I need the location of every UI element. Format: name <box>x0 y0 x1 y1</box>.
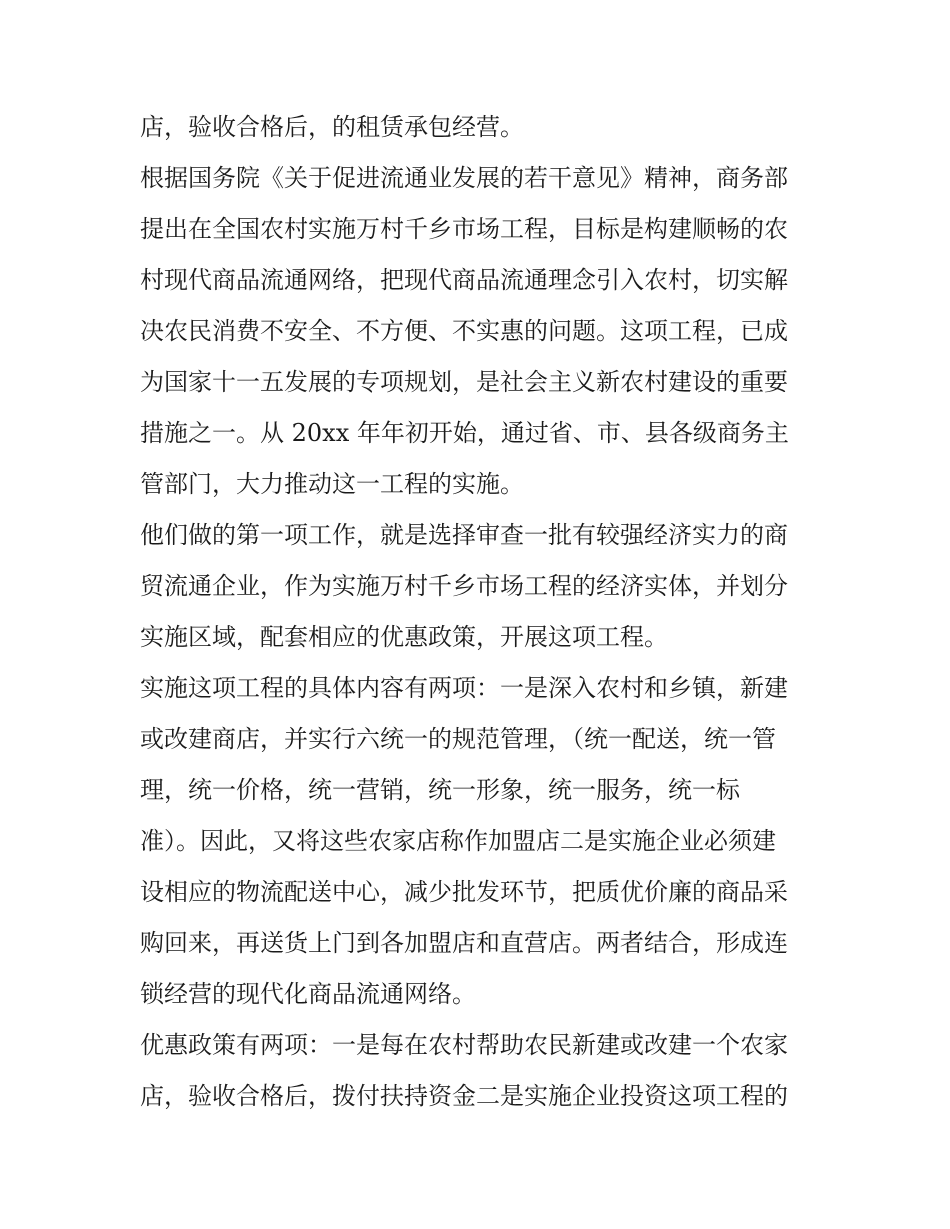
text-line: 他们做的第一项工作，就是选择审查一批有较强经济实力的商 <box>140 521 788 549</box>
text-line: 村现代商品流通网络，把现代商品流通理念引入农村，切实解 <box>140 266 788 294</box>
text-line: 决农民消费不安全、不方便、不实惠的问题。这项工程，已成 <box>140 317 788 345</box>
text-line: 措施之一。从 20xx 年年初开始，通过省、市、县各级商务主 <box>140 419 789 447</box>
text-line: 提出在全国农村实施万村千乡市场工程，目标是构建顺畅的农 <box>140 215 788 243</box>
text-line: 根据国务院《关于促进流通业发展的若干意见》精神，商务部 <box>140 164 788 192</box>
text-line: 为国家十一五发展的专项规划，是社会主义新农村建设的重要 <box>140 368 788 396</box>
text-line: 理，统一价格，统一营销，统一形象，统一服务，统一标 <box>140 776 740 804</box>
text-line: 管部门，大力推动这一工程的实施。 <box>140 470 524 498</box>
text-line: 实施区域，配套相应的优惠政策，开展这项工程。 <box>140 623 668 651</box>
text-line: 锁经营的现代化商品流通网络。 <box>140 980 476 1008</box>
text-line: 设相应的物流配送中心，减少批发环节，把质优价廉的商品采 <box>140 878 788 906</box>
document-body <box>140 102 820 1122</box>
text-line: 购回来，再送货上门到各加盟店和直营店。两者结合，形成连 <box>140 929 788 957</box>
text-line: 贸流通企业，作为实施万村千乡市场工程的经济实体，并划分 <box>140 572 788 600</box>
text-line: 优惠政策有两项：一是每在农村帮助农民新建或改建一个农家 <box>140 1031 788 1059</box>
text-line: 准）。因此，又将这些农家店称作加盟店二是实施企业必须建 <box>140 827 776 855</box>
text-line: 或改建商店，并实行六统一的规范管理，（统一配送，统一管 <box>140 725 776 753</box>
text-line: 店，验收合格后，拨付扶持资金二是实施企业投资这项工程的 <box>140 1082 788 1110</box>
text-line: 实施这项工程的具体内容有两项：一是深入农村和乡镇，新建 <box>140 674 788 702</box>
text-line: 店，验收合格后，的租赁承包经营。 <box>140 113 524 141</box>
